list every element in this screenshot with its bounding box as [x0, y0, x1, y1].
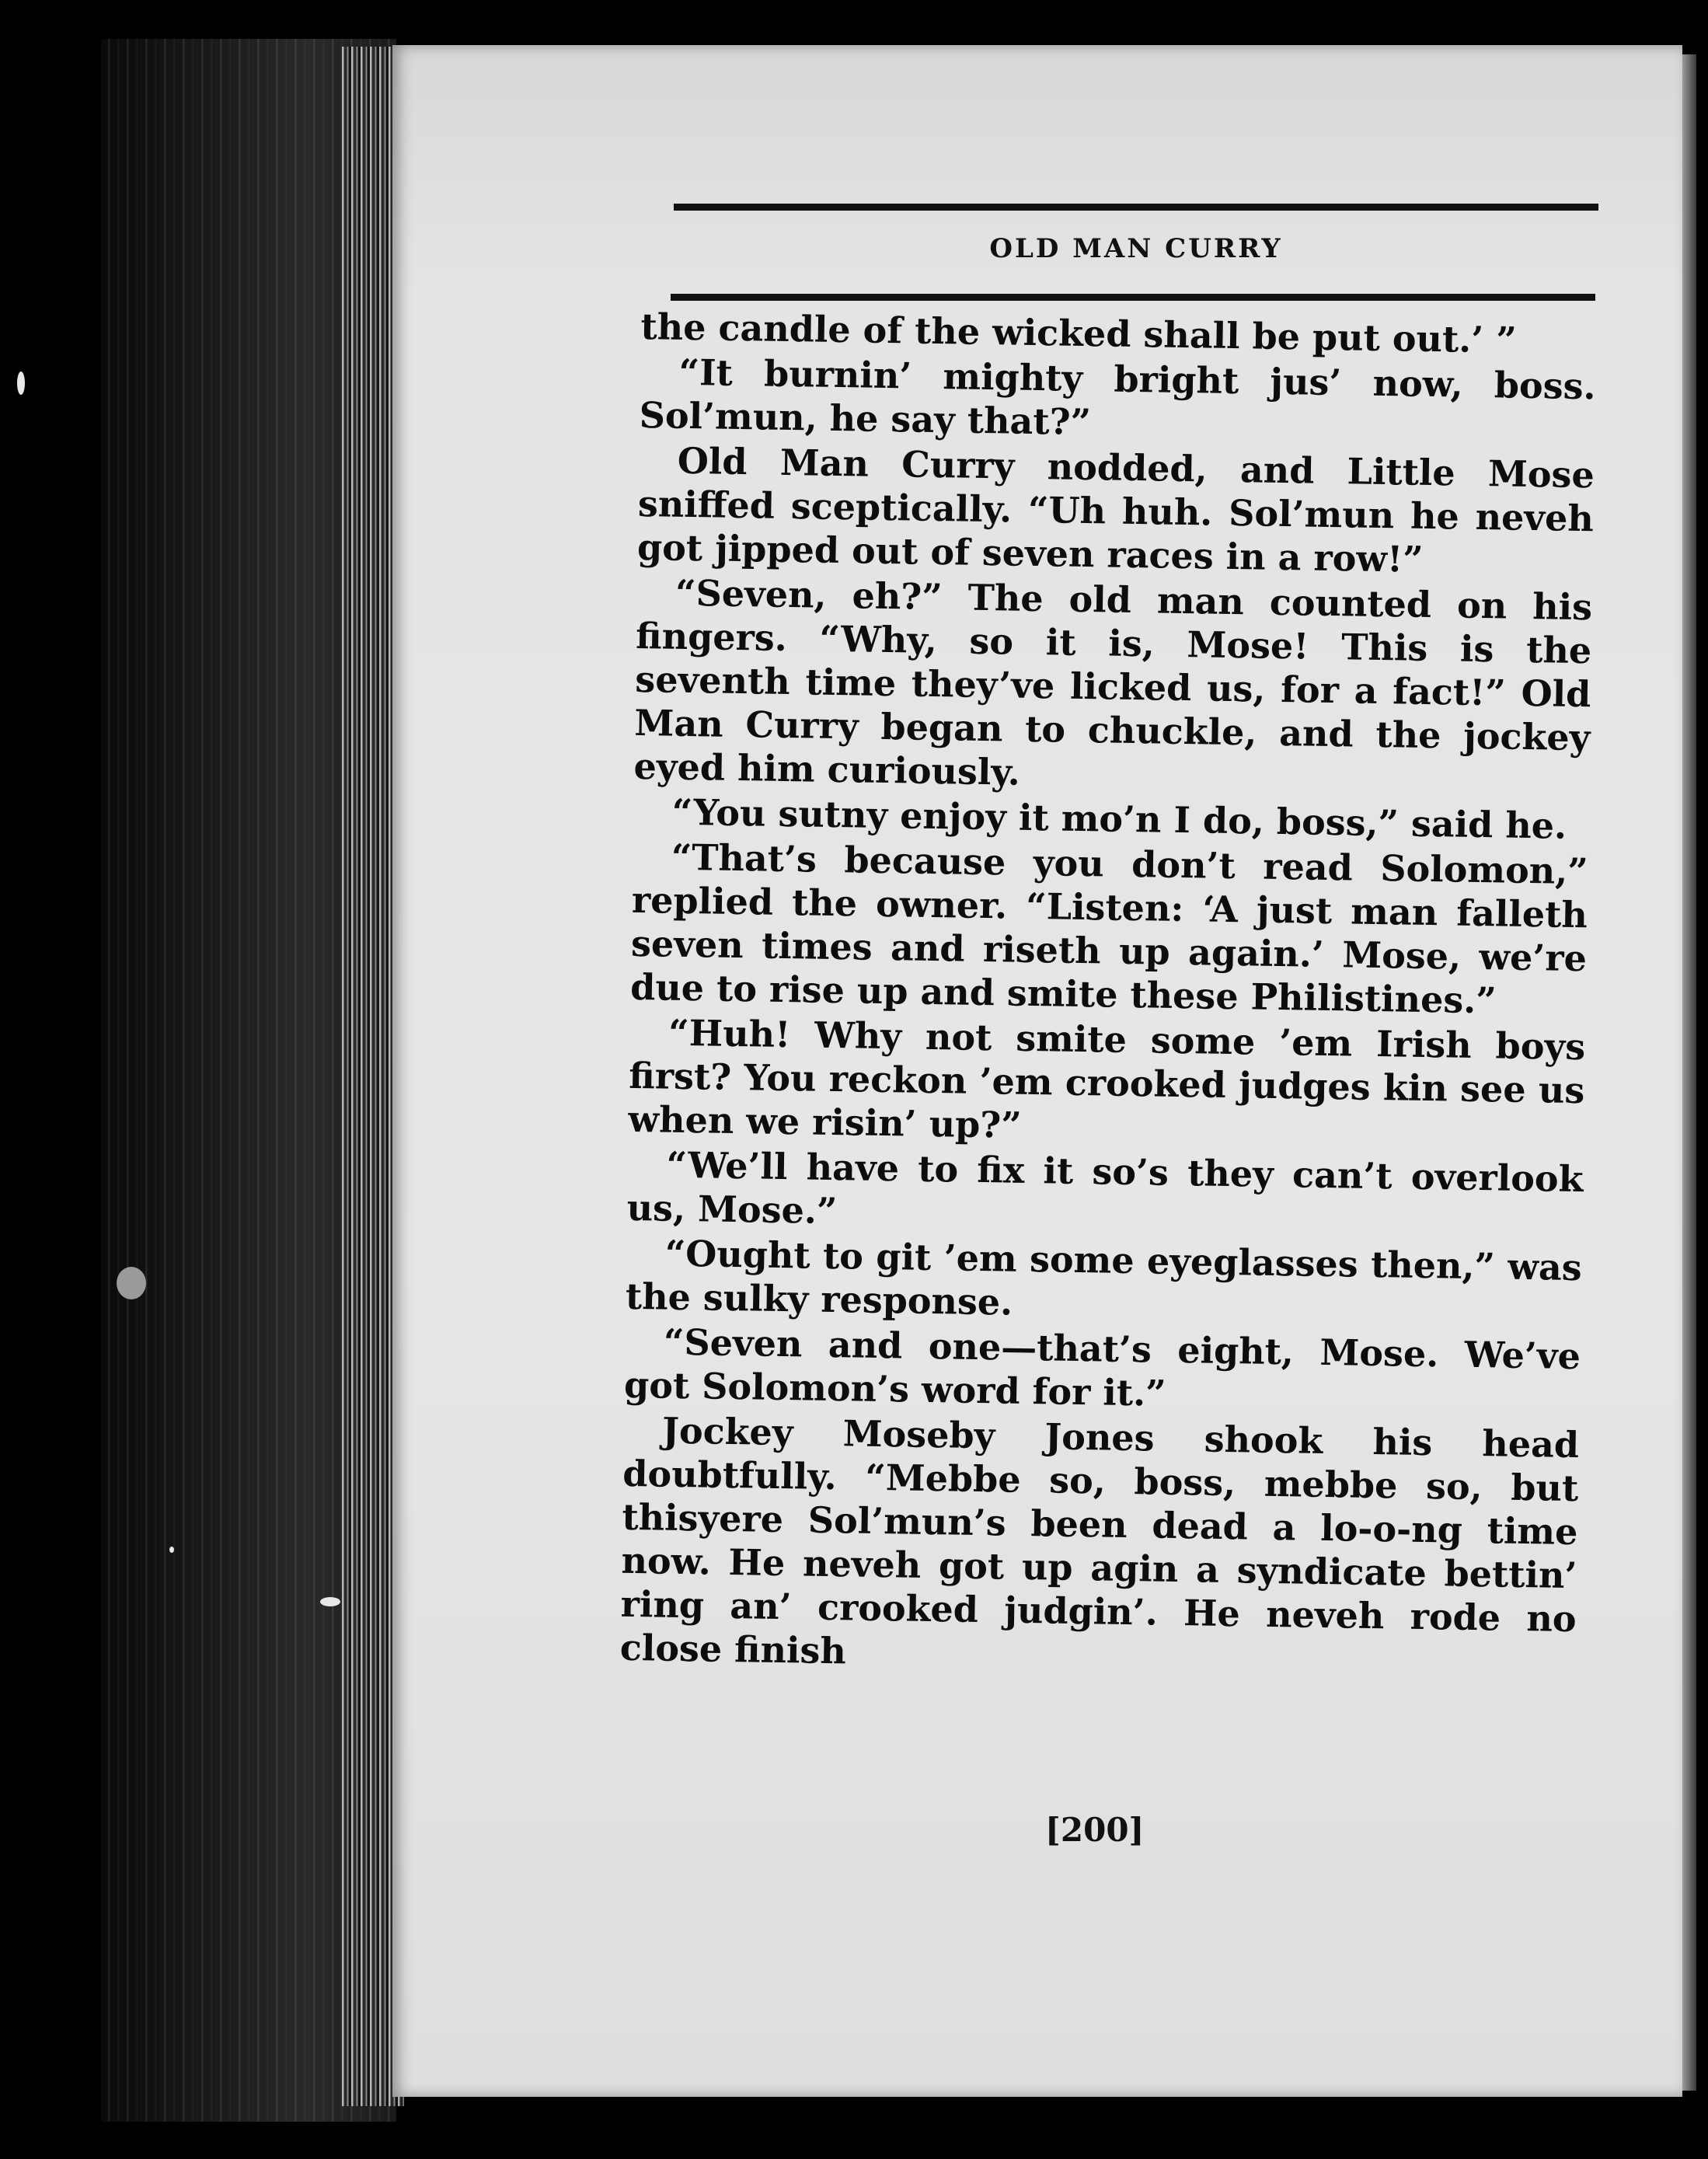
dust-speck [169, 1547, 174, 1553]
paragraph: “Huh! Why not smite some ’em Irish boys first? You reckon ’em crooked judges kin see us when we risin’ up?” [628, 1011, 1586, 1146]
body-text [619, 305, 1596, 1686]
header-rule-bottom [671, 294, 1595, 301]
page-number: [200] [1045, 1811, 1145, 1849]
paragraph: Old Man Curry nodded, and Little Mose sniffed sceptically. “Uh huh. Sol’mun he neveh got jipped out of seven races in a row!” [636, 439, 1595, 581]
paragraph: Jockey Moseby Jones shook his head doubtfully. “Mebbe so, boss, mebbe so, but thisyere Sol’mun’s been dead a lo-o-ng time now. He neveh got up agin a syndicate bettin’ ring an’ crooked judgin’. He neveh rode no close finish [619, 1409, 1580, 1672]
dust-speck [17, 371, 25, 395]
paragraph: “Seven, eh?” The old man counted on his fingers. “Why, so it is, Mose! This is the seventh time they’ve licked us, for a fact!” Old Man Curry began to chuckle, and the jockey eyed him curiously. [633, 571, 1593, 793]
dust-speck [117, 1267, 146, 1299]
header-rule-top [674, 204, 1598, 211]
running-head: OLD MAN CURRY [989, 233, 1283, 264]
paragraph: “Ought to git ’em some eyeglasses then,” was the sulky response. [625, 1232, 1583, 1324]
paragraph: “Seven and one—that’s eight, Mose. We’ve got Solomon’s word for it.” [623, 1320, 1581, 1414]
paragraph: “That’s because you don’t read Solomon,” replied the owner. “Listen: ‘A just man falleth seven times and riseth up again.’ Mose, we’re due to rise up and smite these Philistines.” [629, 835, 1589, 1022]
facing-page-edge [1682, 54, 1696, 2091]
paragraph: “We’ll have to fix it so’s they can’t overlook us, Mose.” [626, 1143, 1584, 1233]
paragraph: “It burnin’ mighty bright jus’ now, boss. Sol’mun, he say that?” [639, 351, 1596, 444]
paragraph: the candle of the wicked shall be put out.’ ” [640, 305, 1518, 361]
paragraph: “You sutny enjoy it mo’n I do, boss,” said he. [671, 790, 1567, 847]
dust-speck [320, 1597, 340, 1606]
